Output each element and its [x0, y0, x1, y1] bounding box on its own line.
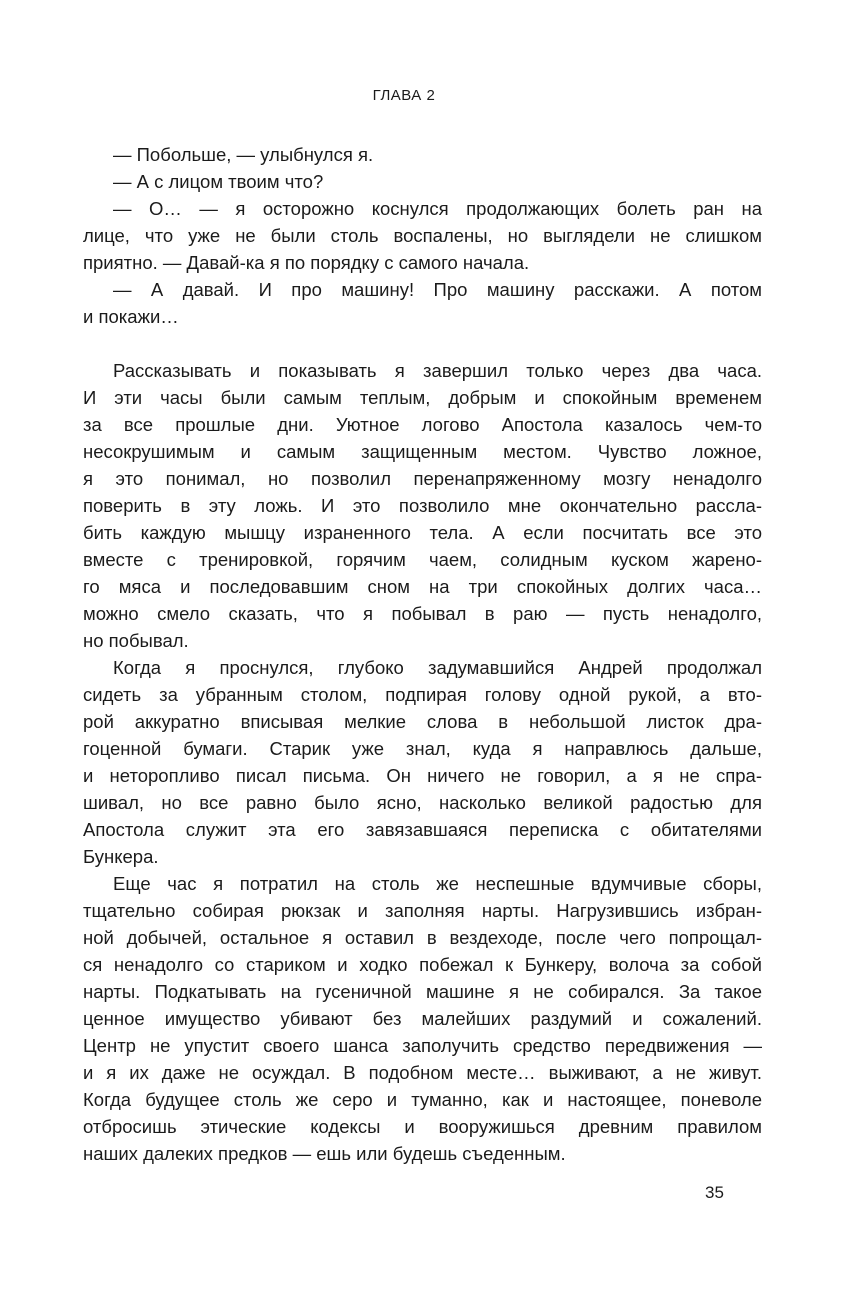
text-line: и я их даже не осуждал. В подобном месте… выживают, а не живут.: [83, 1062, 762, 1083]
text-line: гоценной бумаги. Старик уже знал, куда я направлюсь дальше,: [83, 738, 762, 759]
text-line: — Побольше, — улыбнулся я.: [113, 144, 374, 165]
text-line: и покажи…: [83, 306, 179, 327]
text-line: — А с лицом твоим что?: [113, 171, 324, 192]
text-line: отбросишь этические кодексы и вооружишься древним правилом: [83, 1116, 762, 1137]
page-number: 35: [705, 1183, 724, 1202]
paragraph: [83, 168, 762, 195]
text-line: Апостола служит эта его завязавшаяся переписка с обитателями: [83, 819, 762, 840]
text-line: я это понимал, но позволил перенапряженному мозгу ненадолго: [83, 468, 762, 489]
paragraph: [83, 276, 762, 330]
text-line: ценное имущество убивают без малейших раздумий и сожалений.: [83, 1008, 762, 1029]
text-line: несокрушимым и самым защищенным местом. Чувство ложное,: [83, 441, 762, 462]
text-line: нарты. Подкатывать на гусеничной машине я не собирался. За такое: [83, 981, 762, 1002]
text-line: Когда будущее столь же серо и туманно, как и настоящее, поневоле: [83, 1089, 762, 1110]
paragraph: [83, 195, 762, 276]
text-line: Еще час я потратил на столь же неспешные вдумчивые сборы,: [113, 873, 762, 894]
text-line: шивал, но все равно было ясно, насколько великой радостью для: [83, 792, 762, 813]
text-line: тщательно собирая рюкзак и заполняя нарты. Нагрузившись избран-: [83, 900, 762, 921]
text-line: приятно. — Давай-ка я по порядку с самого начала.: [83, 252, 530, 273]
text-line: Рассказывать и показывать я завершил только через два часа.: [113, 360, 762, 381]
section-break: [83, 330, 762, 357]
paragraph: [83, 141, 762, 168]
text-line: — О… — я осторожно коснулся продолжающих болеть ран на: [113, 198, 762, 219]
text-line: бить каждую мышцу израненного тела. А если посчитать все это: [83, 522, 762, 543]
text-line: но побывал.: [83, 630, 189, 651]
text-line: вместе с тренировкой, горячим чаем, солидным куском жарено-: [83, 549, 762, 570]
text-line: И эти часы были самым теплым, добрым и спокойным временем: [83, 387, 762, 408]
text-line: за все прошлые дни. Уютное логово Апостола казалось чем-то: [83, 414, 762, 435]
text-line: — А давай. И про машину! Про машину расскажи. А потом: [113, 279, 762, 300]
text-line: и неторопливо писал письма. Он ничего не говорил, а я не спра-: [83, 765, 762, 786]
text-line: сидеть за убранным столом, подпирая голову одной рукой, а вто-: [83, 684, 762, 705]
text-line: ной добычей, остальное я оставил в вездеходе, после чего попрощал-: [83, 927, 762, 948]
text-line: рой аккуратно вписывая мелкие слова в небольшой листок дра-: [83, 711, 762, 732]
paragraph: [83, 357, 762, 654]
page-body: [83, 141, 762, 1167]
text-line: Центр не упустит своего шанса заполучить средство передвижения —: [83, 1035, 762, 1056]
text-line: Бункера.: [83, 846, 159, 867]
chapter-header: ГЛАВА 2: [372, 87, 436, 104]
text-line: Когда я проснулся, глубоко задумавшийся Андрей продолжал: [113, 657, 762, 678]
paragraph: [83, 870, 762, 1167]
text-line: поверить в эту ложь. И это позволило мне окончательно рассла-: [83, 495, 762, 516]
text-line: го мяса и последовавшим сном на три спокойных долгих часа…: [83, 576, 762, 597]
paragraph: [83, 654, 762, 870]
text-line: ся ненадолго со стариком и ходко побежал к Бункеру, волоча за собой: [83, 954, 762, 975]
text-line: лице, что уже не были столь воспалены, но выглядели не слишком: [83, 225, 762, 246]
text-line: можно смело сказать, что я побывал в раю — пусть ненадолго,: [83, 603, 762, 624]
text-line: наших далеких предков — ешь или будешь съеденным.: [83, 1143, 566, 1164]
